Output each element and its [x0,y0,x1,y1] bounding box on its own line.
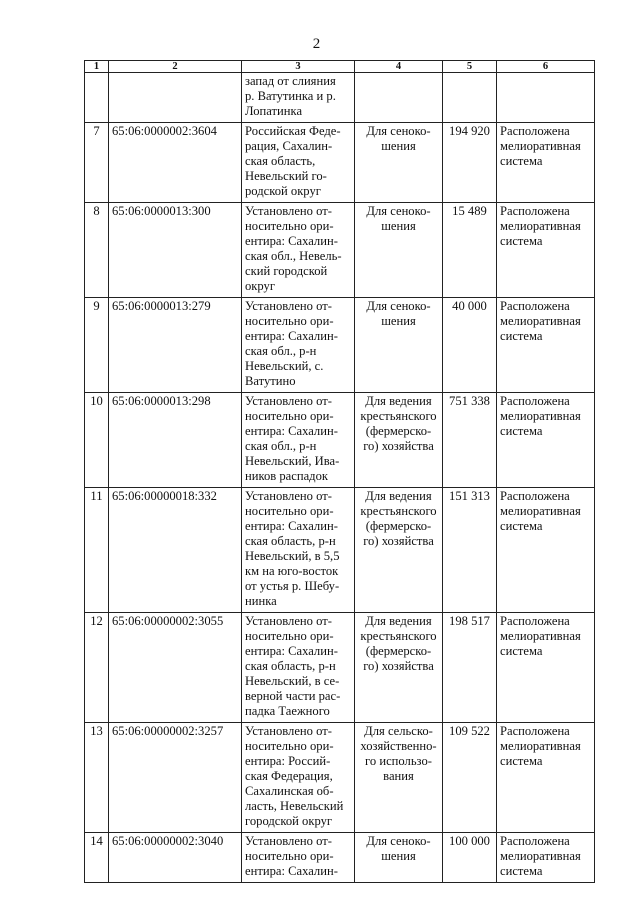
purpose-cell-line: шения [381,314,416,328]
note-cell-line: система [500,644,543,658]
purpose-cell-line: Для сеноко- [366,204,431,218]
location-cell [242,488,355,613]
purpose-cell-line: крестьянского [360,504,437,518]
location-cell-line: Установлено от- [245,204,332,218]
purpose-cell-line: Для ведения [365,489,432,503]
purpose-cell-line: го использо- [365,754,432,768]
location-cell [242,393,355,488]
cadastral-number-cell: 65:06:00000002:3055 [109,613,242,723]
purpose-cell-line: Для сельско- [364,724,433,738]
location-cell-line: Невельский, в 5,5 [245,549,340,563]
purpose-cell-line: (фермерско- [365,644,432,658]
note-cell-line: система [500,329,543,343]
location-cell [242,613,355,723]
row-number-cell: 8 [85,203,109,298]
note-cell-line: система [500,424,543,438]
location-cell-line: Установлено от- [245,834,332,848]
note-cell-line: мелиоративная [500,504,581,518]
cadastral-number-cell [109,73,242,123]
purpose-cell [355,613,443,723]
location-cell-line: Невельский, в се- [245,674,340,688]
land-plots-table [84,60,595,883]
table-row [85,203,595,298]
table-row [85,393,595,488]
location-cell-line: Лопатинка [245,104,303,118]
row-number-cell: 13 [85,723,109,833]
location-cell-line: ская обл., Невель- [245,249,342,263]
row-number-cell: 10 [85,393,109,488]
location-cell-line: ентира: Сахалин- [245,329,338,343]
row-number-cell: 9 [85,298,109,393]
area-cell: 109 522 [443,723,497,833]
column-header: 4 [355,61,443,73]
column-header: 2 [109,61,242,73]
area-cell: 151 313 [443,488,497,613]
table-row [85,723,595,833]
column-header: 1 [85,61,109,73]
purpose-cell [355,393,443,488]
note-cell [497,393,595,488]
note-cell-line: мелиоративная [500,219,581,233]
location-cell [242,298,355,393]
location-cell [242,73,355,123]
location-cell-line: км на юго-восток [245,564,339,578]
location-cell-line: ентира: Сахалин- [245,519,338,533]
purpose-cell [355,203,443,298]
location-cell-line: носительно ори- [245,314,334,328]
location-cell-line: ская область, р-н [245,534,336,548]
location-cell-line: Невельский го- [245,169,327,183]
location-cell-line: родской округ [245,184,321,198]
location-cell-line: округ [245,279,276,293]
purpose-cell-line: Для сеноко- [366,299,431,313]
purpose-cell [355,123,443,203]
page-number: 2 [312,36,321,52]
location-cell-line: ентира: Сахалин- [245,644,338,658]
location-cell-line: от устья р. Шебу- [245,579,340,593]
note-cell-line: Расположена [500,299,570,313]
cadastral-number-cell: 65:06:00000002:3257 [109,723,242,833]
area-cell: 100 000 [443,833,497,883]
row-number-cell: 14 [85,833,109,883]
purpose-cell [355,73,443,123]
location-cell-line: ская обл., р-н [245,344,317,358]
location-cell-line: носительно ори- [245,849,334,863]
area-cell: 751 338 [443,393,497,488]
cadastral-number-cell: 65:06:0000013:279 [109,298,242,393]
table-row [85,73,595,123]
location-cell-line: Российская Феде- [245,124,341,138]
purpose-cell-line: вания [383,769,414,783]
location-cell-line: городской округ [245,814,333,828]
location-cell-line: рация, Сахалин- [245,139,333,153]
note-cell-line: Расположена [500,394,570,408]
purpose-cell-line: (фермерско- [365,519,432,533]
location-cell-line: нинка [245,594,277,608]
location-cell [242,833,355,883]
note-cell-line: мелиоративная [500,139,581,153]
row-number-cell [85,73,109,123]
note-cell-line: Расположена [500,489,570,503]
cadastral-number-cell: 65:06:0000013:300 [109,203,242,298]
location-cell-line: запад от слияния [245,74,336,88]
location-cell-line: носительно ори- [245,409,334,423]
location-cell-line: Установлено от- [245,489,332,503]
location-cell [242,203,355,298]
location-cell-line: падка Таежного [245,704,330,718]
purpose-cell-line: (фермерско- [365,424,432,438]
table-row [85,488,595,613]
purpose-cell-line: Для сеноко- [366,834,431,848]
location-cell-line: носительно ори- [245,739,334,753]
location-cell-line: носительно ори- [245,629,334,643]
note-cell-line: мелиоративная [500,409,581,423]
note-cell-line: мелиоративная [500,739,581,753]
purpose-cell-line: крестьянского [360,629,437,643]
note-cell [497,123,595,203]
note-cell [497,203,595,298]
table-row [85,613,595,723]
location-cell-line: ентира: Сахалин- [245,424,338,438]
note-cell [497,833,595,883]
column-header: 5 [443,61,497,73]
location-cell-line: Невельский, Ива- [245,454,340,468]
location-cell-line: ская обл., р-н [245,439,317,453]
purpose-cell-line: крестьянского [360,409,437,423]
row-number-cell: 7 [85,123,109,203]
note-cell [497,73,595,123]
column-header: 6 [497,61,595,73]
table-body [85,61,595,883]
table-row [85,833,595,883]
purpose-cell-line: го) хозяйства [363,659,434,673]
location-cell-line: ников распадок [245,469,328,483]
location-cell-line: ласть, Невельский [245,799,344,813]
purpose-cell-line: Для ведения [365,614,432,628]
note-cell-line: система [500,234,543,248]
location-cell-line: Установлено от- [245,394,332,408]
purpose-cell [355,833,443,883]
location-cell-line: ентира: Сахалин- [245,234,338,248]
purpose-cell [355,488,443,613]
note-cell-line: Расположена [500,614,570,628]
location-cell-line: ский городской [245,264,328,278]
area-cell: 40 000 [443,298,497,393]
area-cell: 15 489 [443,203,497,298]
location-cell-line: Установлено от- [245,724,332,738]
location-cell-line: ентира: Россий- [245,754,331,768]
column-number-row [85,61,595,73]
cadastral-number-cell: 65:06:0000013:298 [109,393,242,488]
area-cell: 194 920 [443,123,497,203]
area-cell: 198 517 [443,613,497,723]
location-cell-line: ская область, р-н [245,659,336,673]
cadastral-number-cell: 65:06:00000002:3040 [109,833,242,883]
table-row [85,123,595,203]
location-cell [242,723,355,833]
location-cell-line: носительно ори- [245,219,334,233]
purpose-cell [355,298,443,393]
table-row [85,298,595,393]
purpose-cell-line: хозяйственно- [360,739,437,753]
purpose-cell-line: Для сеноко- [366,124,431,138]
note-cell-line: мелиоративная [500,629,581,643]
purpose-cell-line: Для ведения [365,394,432,408]
cadastral-number-cell: 65:06:0000002:3604 [109,123,242,203]
location-cell-line: Невельский, с. [245,359,324,373]
note-cell-line: Расположена [500,204,570,218]
note-cell [497,613,595,723]
location-cell-line: Сахалинская об- [245,784,334,798]
location-cell-line: верной части рас- [245,689,341,703]
note-cell-line: мелиоративная [500,849,581,863]
location-cell-line: ская область, [245,154,316,168]
location-cell-line: Установлено от- [245,614,332,628]
purpose-cell-line: шения [381,139,416,153]
location-cell [242,123,355,203]
cadastral-number-cell: 65:06:00000018:332 [109,488,242,613]
note-cell-line: система [500,754,543,768]
purpose-cell-line: го) хозяйства [363,439,434,453]
note-cell [497,488,595,613]
purpose-cell [355,723,443,833]
note-cell-line: Расположена [500,834,570,848]
note-cell [497,298,595,393]
note-cell-line: мелиоративная [500,314,581,328]
location-cell-line: носительно ори- [245,504,334,518]
location-cell-line: Установлено от- [245,299,332,313]
location-cell-line: ская Федерация, [245,769,333,783]
purpose-cell-line: шения [381,849,416,863]
note-cell-line: система [500,864,543,878]
location-cell-line: Ватутино [245,374,296,388]
note-cell-line: Расположена [500,124,570,138]
note-cell-line: система [500,519,543,533]
purpose-cell-line: го) хозяйства [363,534,434,548]
location-cell-line: ентира: Сахалин- [245,864,338,878]
purpose-cell-line: шения [381,219,416,233]
row-number-cell: 11 [85,488,109,613]
location-cell-line: р. Ватутинка и р. [245,89,336,103]
note-cell-line: Расположена [500,724,570,738]
note-cell-line: система [500,154,543,168]
area-cell [443,73,497,123]
column-header: 3 [242,61,355,73]
note-cell [497,723,595,833]
row-number-cell: 12 [85,613,109,723]
